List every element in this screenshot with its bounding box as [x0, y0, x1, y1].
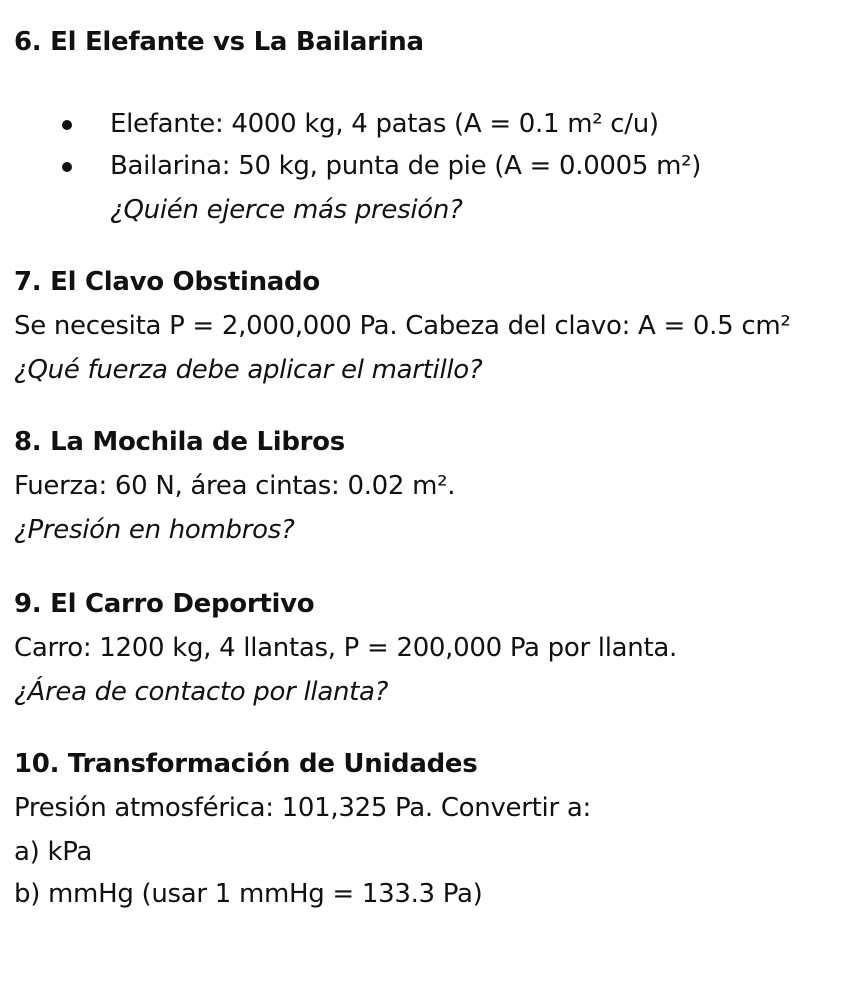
list-item	[0, 150, 848, 190]
section-8-question: ¿Presión en hombros?	[14, 515, 295, 545]
section-10-title: 10. Transformación de Unidades	[14, 749, 478, 779]
section-7-text: Se necesita P = 2,000,000 Pa. Cabeza del clavo: A = 0.5 cm²	[14, 311, 791, 341]
section-10-text: Presión atmosférica: 101,325 Pa. Convertir a:	[14, 793, 591, 823]
bullet-icon	[62, 120, 72, 130]
list-item	[0, 108, 848, 148]
section-6-bullet-bailarina: Bailarina: 50 kg, punta de pie (A = 0.0005 m²)	[110, 151, 702, 181]
section-6-question: ¿Quién ejerce más presión?	[110, 195, 463, 225]
section-10-option-b: b) mmHg (usar 1 mmHg = 133.3 Pa)	[14, 879, 483, 909]
section-9-question: ¿Área de contacto por llanta?	[14, 677, 389, 707]
section-7-title: 7. El Clavo Obstinado	[14, 267, 320, 297]
section-10-option-a: a) kPa	[14, 837, 93, 867]
section-6-title: 6. El Elefante vs La Bailarina	[14, 27, 424, 57]
section-9-text: Carro: 1200 kg, 4 llantas, P = 200,000 Pa por llanta.	[14, 633, 677, 663]
bullet-icon	[62, 162, 72, 172]
section-7-question: ¿Qué fuerza debe aplicar el martillo?	[14, 355, 483, 385]
section-8-text: Fuerza: 60 N, área cintas: 0.02 m².	[14, 471, 456, 501]
section-6-bullet-elefante: Elefante: 4000 kg, 4 patas (A = 0.1 m² c/u)	[110, 109, 659, 139]
section-8-title: 8. La Mochila de Libros	[14, 427, 345, 457]
section-9-title: 9. El Carro Deportivo	[14, 589, 315, 619]
